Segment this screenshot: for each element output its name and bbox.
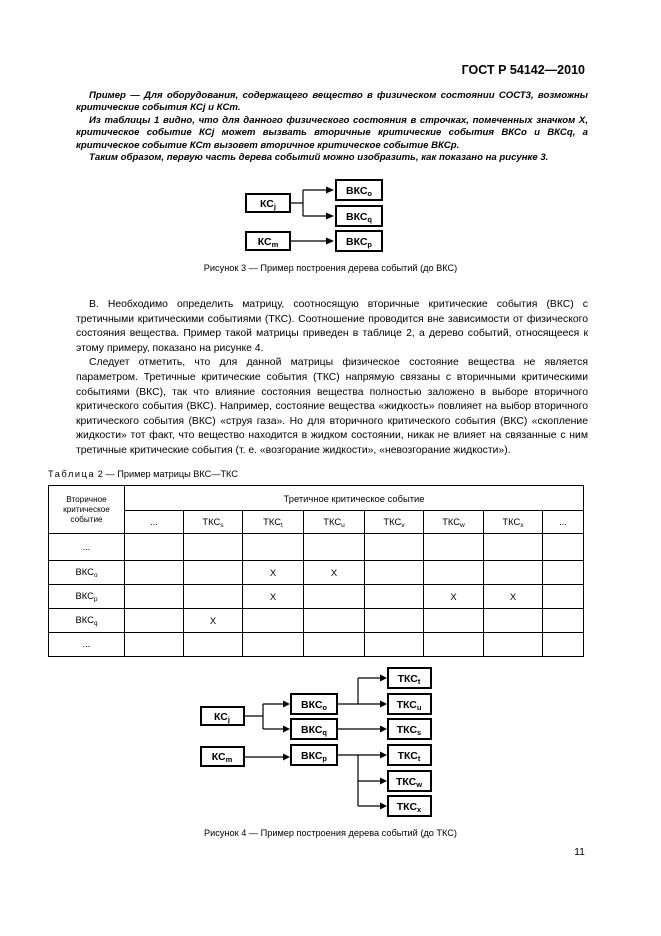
table-2-caption: Таблица 2 — Пример матрицы ВКС—ТКС: [48, 469, 238, 479]
fig4-node-tkc-w: ТКСw: [395, 776, 423, 789]
fig4-node-vkc-p: ВКСp: [300, 750, 328, 763]
fig4-node-tkc-u: ТКСu: [396, 699, 422, 712]
column-header: ...: [543, 511, 584, 534]
fig4-node-kc-m: КСm: [211, 751, 233, 764]
table-cell: X: [424, 585, 484, 609]
fig3-node-vkc-p: ВКСp: [345, 236, 373, 249]
column-header: $ТКС_w$: [424, 511, 484, 534]
table-cell: X: [243, 585, 304, 609]
table-cell: X: [243, 561, 304, 585]
column-header: $ТКС_x$: [484, 511, 543, 534]
table-cell: X: [184, 609, 243, 633]
figure-4-caption: Рисунок 4 — Пример построения дерева событий (до ТКС): [204, 828, 457, 838]
fig4-node-tkc-x: ТКСx: [396, 801, 422, 814]
column-header: $ТКС_u$: [304, 511, 365, 534]
example-paragraph-3: Таким образом, первую часть дерева событий можно изобразить, как показано на рисунке 3.: [89, 152, 549, 164]
column-header: $ТКС_t$: [243, 511, 304, 534]
fig3-node-vkc-o: ВКСo: [345, 185, 373, 198]
example-paragraph-2: Из таблицы 1 видно, что для данного физического состояния в строчках, помеченных значком Х, критическое событие КСj может вызвать вторичные критические события ВКСо и ВКСq, а критическое событие КСm вызовет вторичное критическое событие ВКСp.: [76, 114, 588, 151]
fig4-node-tkc-t: ТКСt: [397, 673, 421, 686]
row-label: $ВКС_o$: [49, 561, 125, 585]
row-label: ...: [49, 633, 125, 657]
col-group-header: Третичное критическое событие: [125, 486, 584, 511]
example-paragraph-1: Пример — Для оборудования, содержащего вещество в физическом состоянии СОСТ3, возможны критические события КСj и КСm.: [76, 90, 588, 114]
table-cell: X: [484, 585, 543, 609]
document-code: ГОСТ Р 54142—2010: [461, 63, 585, 77]
fig4-node-tkc-s: ТКСs: [396, 724, 422, 737]
row-header-cell: Вторичное критическое событие: [49, 486, 125, 534]
page-number: 11: [574, 846, 585, 858]
fig4-node-vkc-q: ВКСq: [300, 724, 328, 737]
figure-3-caption: Рисунок 3 — Пример построения дерева событий (до ВКС): [203, 263, 458, 273]
fig3-node-vkc-q: ВКСq: [345, 211, 373, 224]
table-cell: X: [304, 561, 365, 585]
fig4-node-vkc-o: ВКСo: [300, 699, 328, 712]
column-header: ...: [125, 511, 184, 534]
row-label: $ВКС_p$: [49, 585, 125, 609]
fig3-node-kc-m: КСm: [257, 236, 279, 249]
column-header: $ТКС_v$: [365, 511, 424, 534]
fig4-node-tkc-t2: ТКСt: [397, 750, 421, 763]
row-label: ...: [49, 534, 125, 561]
body-paragraph-2: Следует отметить, что для данной матрицы физическое состояние вещества не является параметром. Третичные критические события (ТКС) напрямую связаны с вторичными критическими событиями (ВКС), так что влияние состояния вещества полностью заложено в выборе вторичного критического события (ВКС). Например, состояние вещества «жидкость» повлияет на выбор вторичного критического события (ВКС) «струя газа». Но для вторичного критического события (ВКС) «скопление жидкости» тот факт, что вещество находится в жидком состоянии, никак не влияет на связанные с ним третичные критические события (т. е. «возгорание жидкости», «невозгорание жидкости»).: [76, 357, 588, 456]
column-header: $ТКС_s$: [184, 511, 243, 534]
body-paragraph-1: В. Необходимо определить матрицу, соотносящую вторичные критические события (ВКС) с третичными критическими событиями (ТКС). Соотношение проводится вне зависимости от физического состояния вещества. Пример такой матрицы приведен в таблице 2, а дерево событий, относящееся к этому примеру, показано на рисунке 4.: [76, 299, 588, 354]
fig3-node-kc-j: КСj: [260, 198, 276, 211]
fig4-node-kc-j: КСj: [214, 711, 230, 724]
row-label: $ВКС_q$: [49, 609, 125, 633]
